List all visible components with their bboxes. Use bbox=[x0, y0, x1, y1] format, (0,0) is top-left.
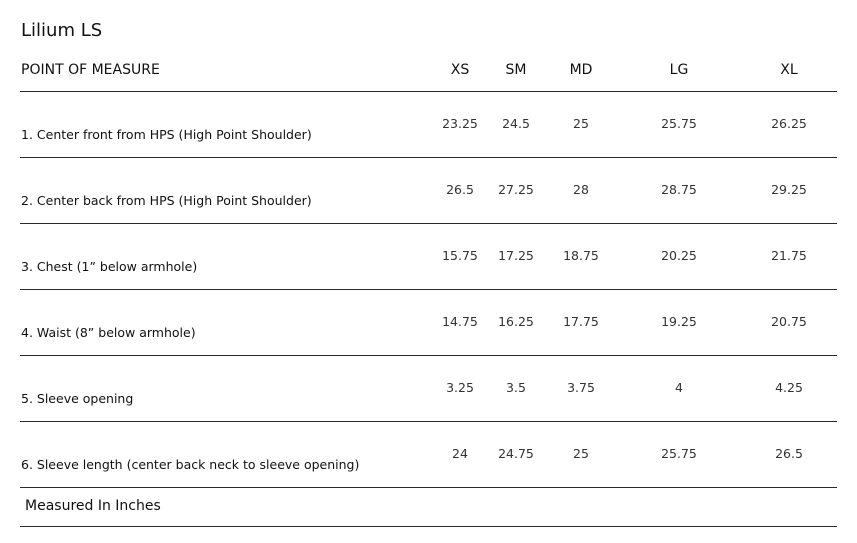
size-header-xs: XS bbox=[450, 62, 470, 78]
value-cell: 3.5 bbox=[506, 380, 526, 395]
measure-label-chest: 3. Chest (1” below armhole) bbox=[21, 259, 198, 274]
value-cell: 19.25 bbox=[661, 314, 697, 329]
value-cell: 26.25 bbox=[771, 116, 807, 131]
header-divider bbox=[20, 91, 837, 92]
value-cell: 23.25 bbox=[442, 116, 478, 131]
value-cell: 4.25 bbox=[775, 380, 803, 395]
value-cell: 25 bbox=[573, 116, 589, 131]
value-cell: 15.75 bbox=[442, 248, 478, 263]
value-cell: 20.75 bbox=[771, 314, 807, 329]
value-cell: 3.75 bbox=[567, 380, 595, 395]
value-cell: 4 bbox=[675, 380, 683, 395]
value-cell: 17.25 bbox=[498, 248, 534, 263]
point-of-measure-header: POINT OF MEASURE bbox=[21, 62, 160, 78]
measure-label-center-back: 2. Center back from HPS (High Point Shoulder) bbox=[21, 193, 312, 208]
value-cell: 20.25 bbox=[661, 248, 697, 263]
value-cell: 24.5 bbox=[502, 116, 530, 131]
units-note: Measured In Inches bbox=[25, 498, 161, 514]
row-divider bbox=[20, 157, 837, 158]
footer-divider bbox=[20, 526, 837, 527]
value-cell: 26.5 bbox=[775, 446, 803, 461]
value-cell: 21.75 bbox=[771, 248, 807, 263]
row-divider bbox=[20, 223, 837, 224]
measure-label-sleeve-opening: 5. Sleeve opening bbox=[21, 391, 134, 406]
chart-title: Lilium LS bbox=[21, 20, 103, 41]
value-cell: 16.25 bbox=[498, 314, 534, 329]
value-cell: 26.5 bbox=[446, 182, 474, 197]
row-divider bbox=[20, 421, 837, 422]
value-cell: 29.25 bbox=[771, 182, 807, 197]
measure-label-sleeve-length: 6. Sleeve length (center back neck to sleeve opening) bbox=[21, 457, 360, 472]
value-cell: 25.75 bbox=[661, 446, 697, 461]
value-cell: 14.75 bbox=[442, 314, 478, 329]
row-divider bbox=[20, 487, 837, 488]
value-cell: 27.25 bbox=[498, 182, 534, 197]
value-cell: 25.75 bbox=[661, 116, 697, 131]
value-cell: 24 bbox=[452, 446, 468, 461]
value-cell: 28.75 bbox=[661, 182, 697, 197]
value-cell: 17.75 bbox=[563, 314, 599, 329]
value-cell: 3.25 bbox=[446, 380, 474, 395]
value-cell: 24.75 bbox=[498, 446, 534, 461]
size-header-xl: XL bbox=[780, 62, 798, 78]
measure-label-waist: 4. Waist (8” below armhole) bbox=[21, 325, 196, 340]
row-divider bbox=[20, 289, 837, 290]
value-cell: 28 bbox=[573, 182, 589, 197]
size-header-md: MD bbox=[569, 62, 593, 78]
value-cell: 18.75 bbox=[563, 248, 599, 263]
size-header-lg: LG bbox=[669, 62, 689, 78]
size-header-sm: SM bbox=[505, 62, 527, 78]
value-cell: 25 bbox=[573, 446, 589, 461]
row-divider bbox=[20, 355, 837, 356]
measure-label-center-front: 1. Center front from HPS (High Point Shoulder) bbox=[21, 127, 312, 142]
